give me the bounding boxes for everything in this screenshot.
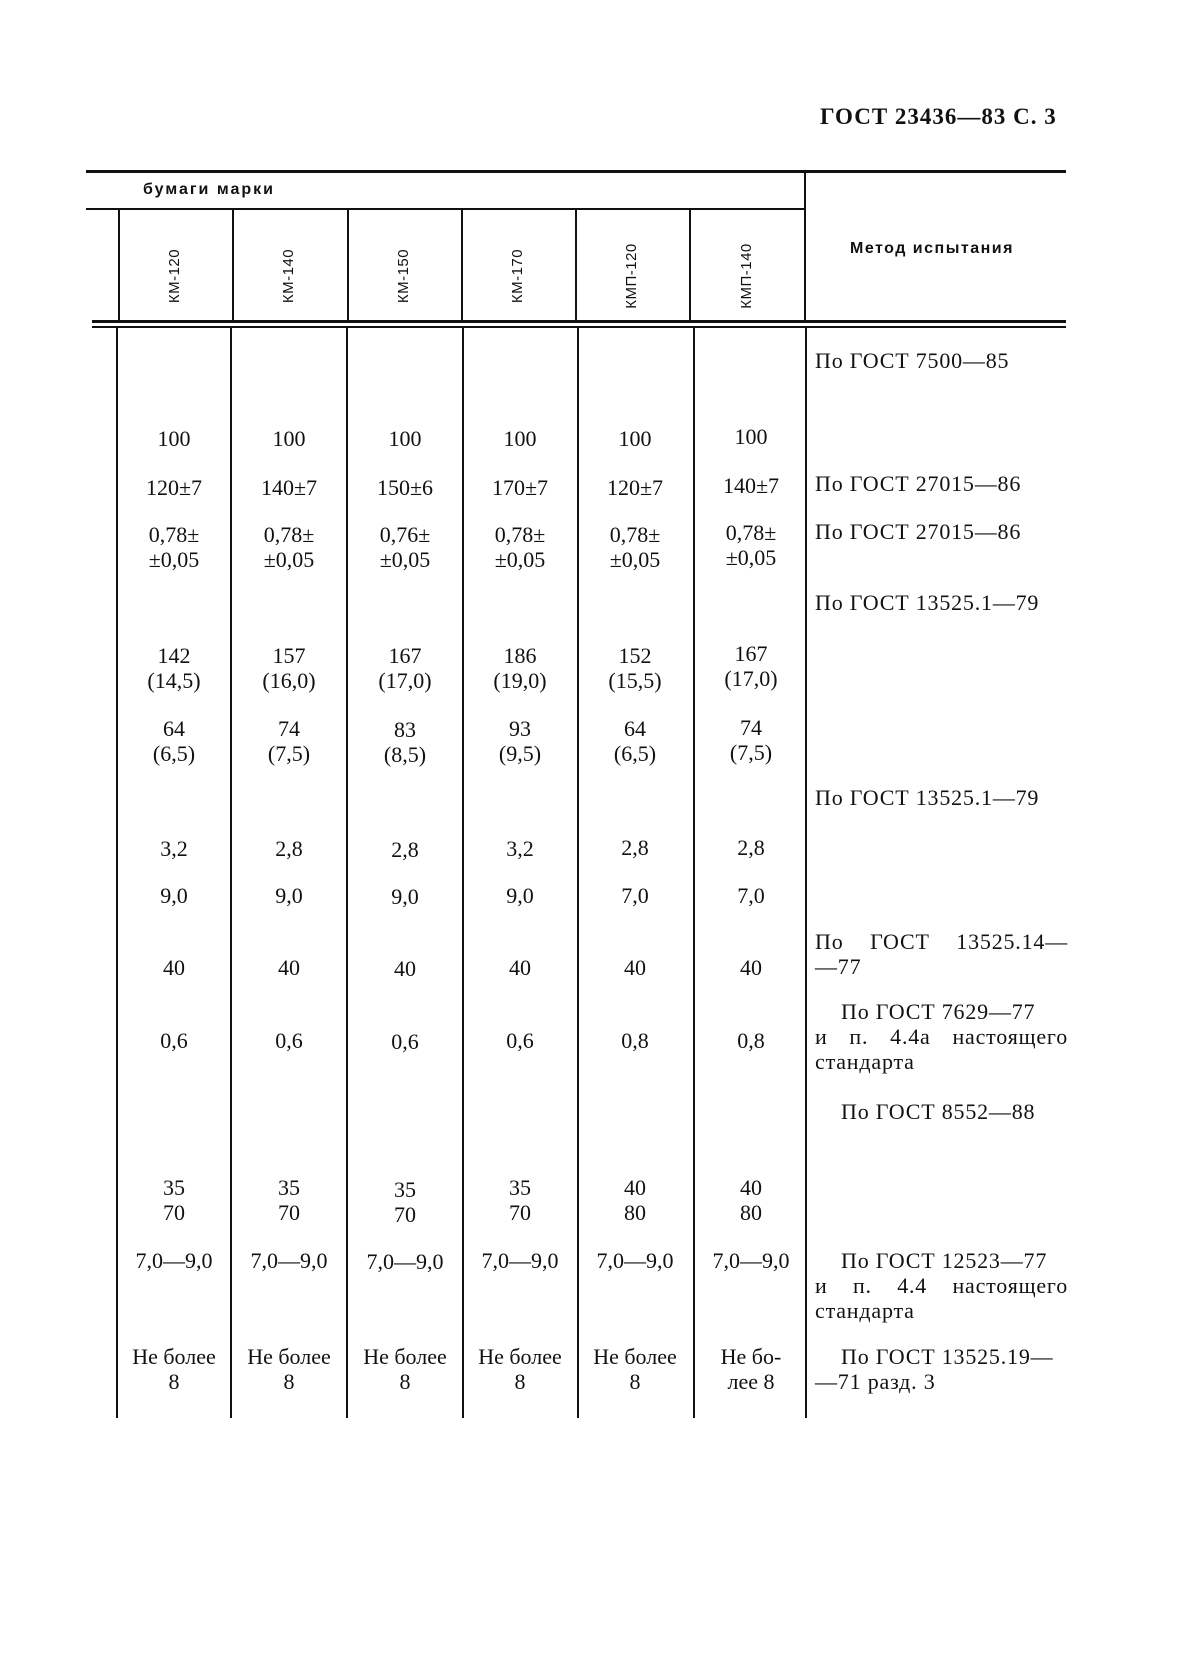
header-bottom-rule-2	[92, 326, 1066, 328]
table-cell: 0,8	[737, 1028, 765, 1053]
table-cell: 40 80	[624, 1175, 646, 1225]
table-cell: Не бо- лее 8	[720, 1344, 782, 1394]
table-cell: 74 (7,5)	[267, 716, 311, 766]
header-col-divider	[232, 210, 234, 322]
table-cell: 40	[740, 955, 762, 980]
table-cell: 3,2	[506, 836, 534, 861]
table-cell: 0,78± ±0,05	[725, 520, 777, 570]
table-cell: Не более 8	[363, 1344, 447, 1394]
table-cell: 0,6	[160, 1028, 188, 1053]
table-cell: 100	[618, 426, 652, 451]
method-text: По ГОСТ 27015—86	[815, 471, 1022, 496]
column-header-km-140: КМ-140	[280, 248, 297, 304]
table-cell: 152 (15,5)	[608, 643, 662, 693]
table-cell: 40	[278, 955, 300, 980]
table-cell: 9,0	[506, 883, 534, 908]
header-bottom-rule	[92, 320, 1066, 323]
table-cell: 74 (7,5)	[729, 715, 773, 765]
table-cell: 150±6	[376, 475, 434, 500]
method-text: По ГОСТ 12523—77 и п. 4.4 настоящего стандарта	[815, 1248, 1068, 1323]
header-col-divider	[689, 210, 691, 322]
table-cell: 0,8	[621, 1028, 649, 1053]
table-cell: Не более 8	[132, 1344, 216, 1394]
table-cell: 7,0—9,0	[596, 1248, 674, 1273]
header-col-divider	[461, 210, 463, 322]
table-cell: 2,8	[621, 835, 649, 860]
method-text: По ГОСТ 27015—86	[815, 519, 1022, 544]
table-cell: 40 80	[740, 1175, 762, 1225]
header-col-divider	[575, 210, 577, 322]
method-text: По ГОСТ 7500—85	[815, 348, 1010, 373]
column-header-km-150: КМ-150	[395, 248, 412, 304]
table-cell: 9,0	[275, 883, 303, 908]
method-text: По ГОСТ 7629—77 и п. 4.4а настоящего стандарта	[815, 999, 1068, 1074]
table-cell: 2,8	[737, 835, 765, 860]
table-cell: 100	[157, 426, 191, 451]
table-cell: 100	[272, 426, 306, 451]
group-caption: бумаги марки	[143, 181, 275, 198]
method-text: По ГОСТ 8552—88	[841, 1099, 1036, 1124]
table-cell: 0,6	[506, 1028, 534, 1053]
table-top-rule	[86, 170, 1066, 173]
table-cell: Не более 8	[593, 1344, 677, 1394]
table-cell: 40	[394, 956, 416, 981]
table-cell: 7,0—9,0	[712, 1248, 790, 1273]
column-header-kmp-140: КМП-140	[738, 243, 755, 309]
table-cell: 100	[734, 424, 768, 449]
table-cell: 7,0	[621, 883, 649, 908]
table-cell: 186 (19,0)	[493, 643, 547, 693]
method-col-divider-header	[804, 172, 806, 322]
table-cell: 170±7	[491, 475, 549, 500]
table-cell: 140±7	[260, 475, 318, 500]
table-cell: 120±7	[145, 475, 203, 500]
table-cell: 7,0—9,0	[481, 1248, 559, 1273]
table-cell: 9,0	[160, 883, 188, 908]
table-cell: 9,0	[391, 884, 419, 909]
header-col-divider	[118, 210, 120, 322]
table-cell: 157 (16,0)	[262, 643, 316, 693]
table-cell: 0,78± ±0,05	[494, 522, 546, 572]
table-cell: 35 70	[278, 1175, 300, 1225]
table-cell: 64 (6,5)	[152, 716, 196, 766]
table-cell: 0,78± ±0,05	[609, 522, 661, 572]
table-cell: 64 (6,5)	[613, 716, 657, 766]
table-cell: 7,0—9,0	[135, 1248, 213, 1273]
table-cell: 100	[503, 426, 537, 451]
table-cell: 35 70	[163, 1175, 185, 1225]
table-cell: 40	[509, 955, 531, 980]
table-cell: Не более 8	[478, 1344, 562, 1394]
table-cell: 83 (8,5)	[383, 717, 427, 767]
method-column-header: Метод испытания	[850, 240, 1014, 257]
table-cell: 7,0—9,0	[250, 1248, 328, 1273]
table-cell: 7,0	[737, 883, 765, 908]
method-text: По ГОСТ 13525.1—79	[815, 785, 1040, 810]
table-cell: 40	[624, 955, 646, 980]
table-cell: 35 70	[509, 1175, 531, 1225]
table-cell: 2,8	[391, 837, 419, 862]
table-cell: 0,76± ±0,05	[379, 522, 431, 572]
table-cell: 93 (9,5)	[498, 716, 542, 766]
table-cell: 167 (17,0)	[724, 641, 778, 691]
table-cell: 0,6	[391, 1029, 419, 1054]
header-col-divider	[347, 210, 349, 322]
table-cell: 167 (17,0)	[378, 643, 432, 693]
group-caption-rule	[86, 208, 804, 210]
table-cell: 140±7	[722, 473, 780, 498]
column-header-km-120: КМ-120	[166, 248, 183, 304]
method-text: По ГОСТ 13525.19— —71 разд. 3	[815, 1344, 1054, 1394]
table-cell: 142 (14,5)	[147, 643, 201, 693]
table-cell: 2,8	[275, 836, 303, 861]
table-cell: 0,6	[275, 1028, 303, 1053]
table-cell: 3,2	[160, 836, 188, 861]
table-cell: 40	[163, 955, 185, 980]
table-cell: 120±7	[606, 475, 664, 500]
method-text: По ГОСТ 13525.14— —77	[815, 929, 1068, 979]
column-header-kmp-120: КМП-120	[623, 243, 640, 309]
method-text: По ГОСТ 13525.1—79	[815, 590, 1040, 615]
table-cell: 100	[388, 426, 422, 451]
table-cell: 0,78± ±0,05	[148, 522, 200, 572]
table-cell: 7,0—9,0	[366, 1249, 444, 1274]
page-header: ГОСТ 23436—83 С. 3	[820, 104, 1057, 129]
table-cell: 0,78± ±0,05	[263, 522, 315, 572]
table-cell: Не более 8	[247, 1344, 331, 1394]
table-cell: 35 70	[394, 1177, 416, 1227]
column-header-km-170: КМ-170	[509, 248, 526, 304]
